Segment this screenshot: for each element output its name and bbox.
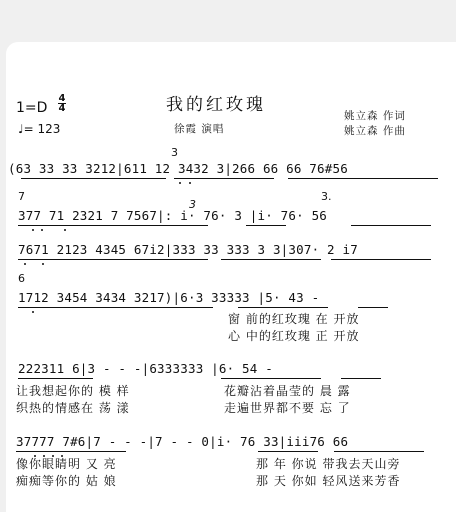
triplet-marker: 3 — [189, 198, 196, 211]
score-sheet — [6, 42, 456, 512]
score-line-3: 7671 2123 4345 67i2|333 33 333 3 3|307· 2 i7 — [18, 242, 358, 257]
lyric-line: 让我想起你的 模 样 — [16, 384, 130, 398]
lyric-line: 像你眼睛明 又 亮 — [16, 457, 117, 471]
lyric-line: 那 天 你如 轻风送来芳香 — [256, 474, 401, 488]
song-title: 我的红玫瑰 — [166, 95, 266, 115]
lyric-line: 心 中的红玫瑰 正 开放 — [228, 329, 360, 343]
key-signature: 1=D — [16, 100, 48, 116]
score-line-5: 222311 6|3 - - -|6333333 |6· 54 - — [18, 361, 273, 376]
lyric-line: 走遍世界都不要 忘 了 — [224, 401, 351, 415]
score-marker: 3. — [321, 190, 332, 203]
lyric-line: 织热的情感在 荡 漾 — [16, 401, 130, 415]
lyric-line: 那 年 你说 带我去天山旁 — [256, 457, 401, 471]
time-signature — [58, 94, 66, 113]
score-line-1: (63 33 33 3212|611 12 3432 3|266 66 66 76#56 — [8, 161, 348, 176]
performer-credit: 徐霞 演唱 — [174, 123, 225, 135]
lyric-line: 痴痴等你的 姑 娘 — [16, 474, 117, 488]
tempo-marking: ♩= 123 — [18, 122, 61, 136]
score-line-6: 37777 7#6|7 - - -|7 - - 0|i· 76 33|iii76 66 — [16, 434, 349, 449]
score-marker: 6 — [18, 272, 25, 285]
lyricist-credit: 姚立森 作词 — [344, 110, 406, 122]
time-signature-top: 4 — [58, 93, 66, 104]
composer-credit: 姚立森 作曲 — [344, 125, 406, 137]
lyric-line: 花瓣沾着晶莹的 晨 露 — [224, 384, 351, 398]
score-line-2: 377 71 2321 7 7567|: i· 76· 3 |i· 76· 56 — [18, 208, 328, 223]
score-marker: 7 — [18, 190, 25, 203]
score-marker: 3 — [171, 146, 178, 159]
score-line-4: 1712 3454 3434 3217)|6·3 33333 |5· 43 - — [18, 290, 320, 305]
time-signature-bottom: 4 — [58, 103, 66, 114]
lyric-line: 窗 前的红玫瑰 在 开放 — [228, 312, 360, 326]
